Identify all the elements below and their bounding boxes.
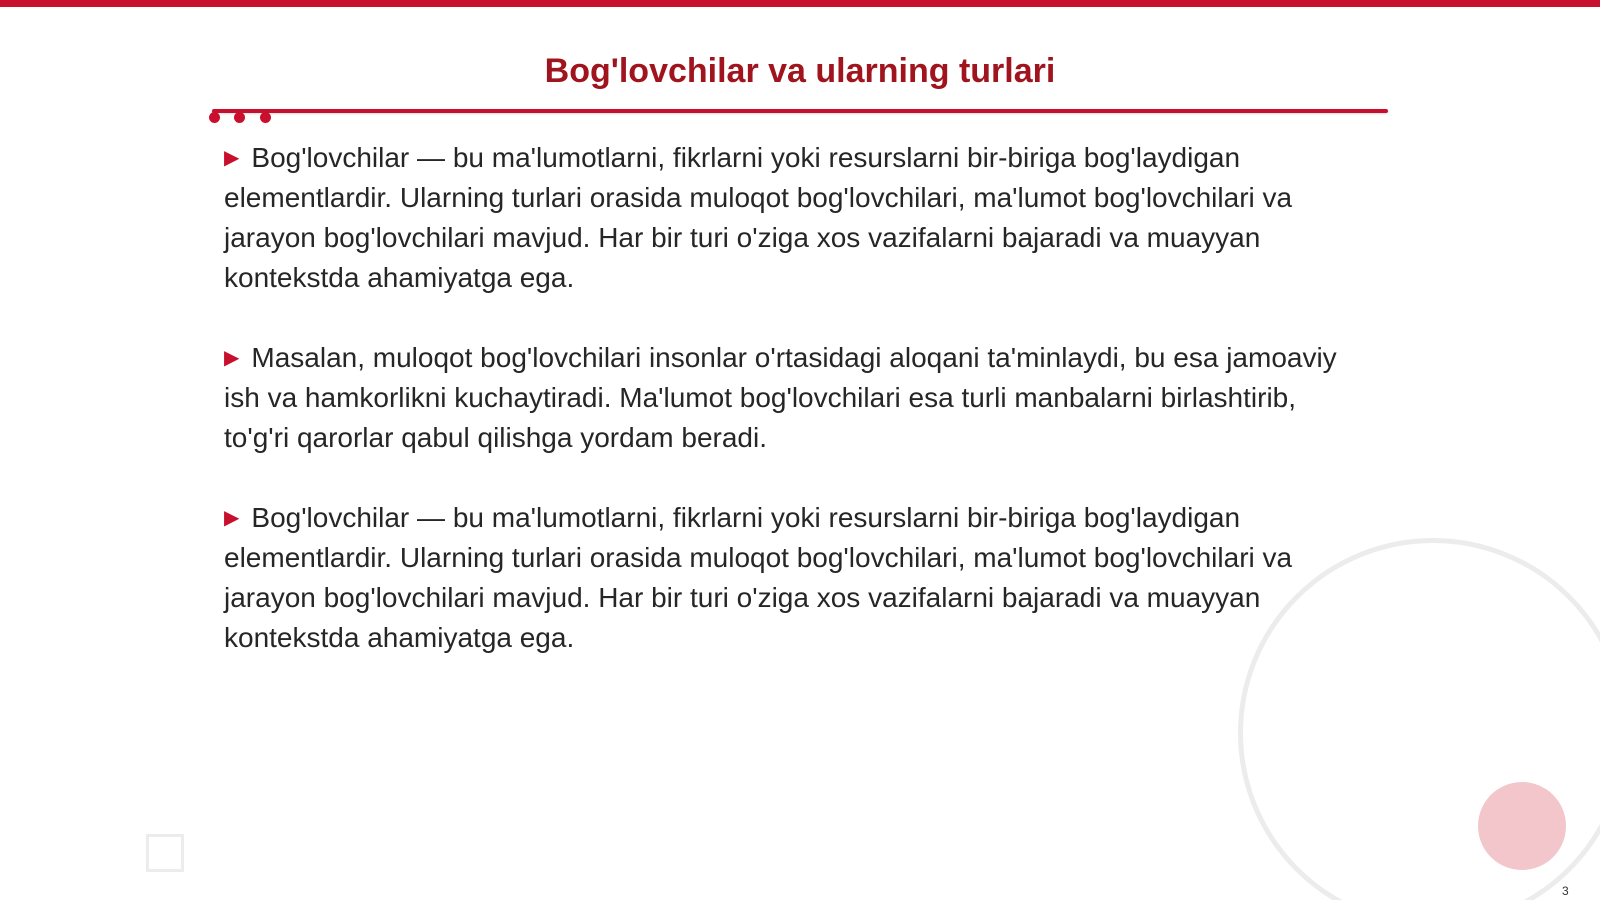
decorative-circle-filled <box>1478 782 1566 870</box>
title-underline <box>212 109 1388 113</box>
bullet-item <box>224 338 1364 458</box>
bullet-arrow-icon: ▶ <box>224 507 240 529</box>
page-number: 3 <box>1562 884 1569 898</box>
bullet-text: Bog'lovchilar — bu ma'lumotlarni, fikrlarni yoki resurslarni bir-biriga bog'laydigan elementlardir. Ularning turlari orasida muloqot bog'lovchilari, ma'lumot bog'lovchilari va jarayon bog'lovchilari mavjud. Har bir turi o'ziga xos vazifalarni bajaradi va muayyan kontekstda ahamiyatga ega. <box>224 502 1293 653</box>
underline-dot-3 <box>260 112 271 123</box>
bullet-arrow-icon: ▶ <box>224 147 240 169</box>
decorative-square <box>146 834 184 872</box>
underline-dot-2 <box>234 112 245 123</box>
bullet-list <box>224 138 1364 698</box>
slide-title: Bog'lovchilar va ularning turlari <box>544 52 1056 90</box>
bullet-item <box>224 498 1364 658</box>
bullet-item <box>224 138 1364 298</box>
bullet-text: Bog'lovchilar — bu ma'lumotlarni, fikrlarni yoki resurslarni bir-biriga bog'laydigan elementlardir. Ularning turlari orasida muloqot bog'lovchilari, ma'lumot bog'lovchilari va jarayon bog'lovchilari mavjud. Har bir turi o'ziga xos vazifalarni bajaradi va muayyan kontekstda ahamiyatga ega. <box>224 142 1293 293</box>
bullet-arrow-icon: ▶ <box>224 347 240 369</box>
top-accent-bar <box>0 0 1600 7</box>
bullet-text: Masalan, muloqot bog'lovchilari insonlar o'rtasidagi aloqani ta'minlaydi, bu esa jamoaviy ish va hamkorlikni kuchaytiradi. Ma'lumot bog'lovchilari esa turli manbalarni birlashtirib, to'g'ri qarorlar qabul qilishga yordam beradi. <box>224 342 1337 453</box>
underline-dot-1 <box>209 112 220 123</box>
